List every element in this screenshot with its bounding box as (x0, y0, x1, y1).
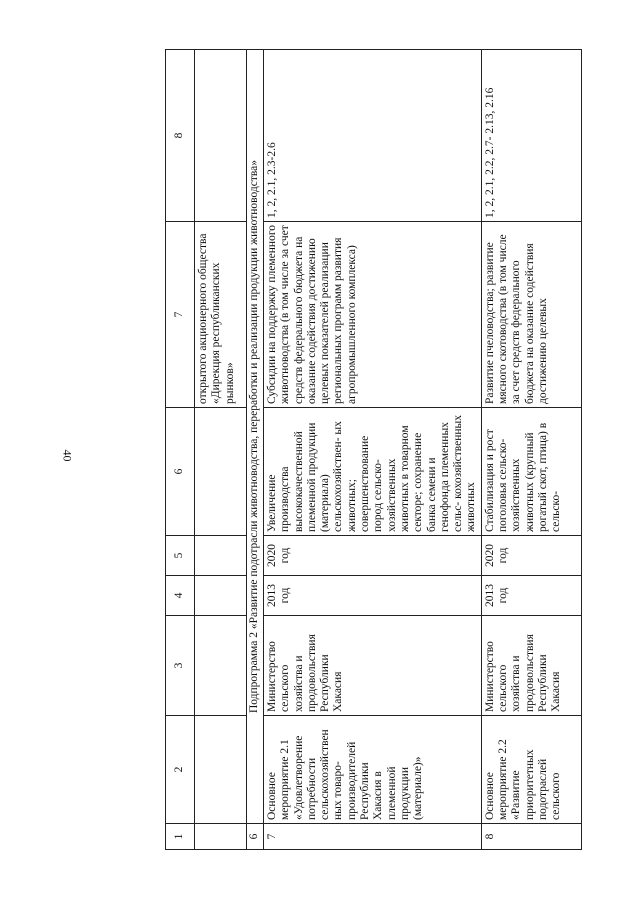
header-cell: 8 (166, 50, 195, 222)
page-number: 40 (60, 449, 75, 462)
table-cell: открытого акционерного общества «Дирекция республиканских рынков» (195, 222, 247, 408)
measure-name: Основное мероприятие 2.2 «Развитие приоритетных подотраслей сельского (481, 716, 581, 824)
section-title: Подпрограмма 2 «Развитие подотрасли животноводства, переработки и реализации продукции животноводства» (247, 50, 264, 824)
start-year: 2013 год (481, 576, 581, 616)
measure-name: Основное мероприятие 2.1 «Удовлетворение потребности сельскохозяйствен ных товаро- производителей Республики Хакасия в племенной продукции (материале)» (264, 716, 482, 824)
indicators: 1, 2, 2.1, 2.2, 2.7- 2.13, 2.16 (481, 50, 581, 222)
header-cell: 6 (166, 408, 195, 536)
table-row (481, 50, 581, 850)
program-link: Развитие пчеловодства; развитие мясного скотоводства (в том числе за счет средств федерального бюджета на оказание содействия достижению целевых (481, 222, 581, 408)
header-row (166, 50, 195, 850)
table-cell (195, 536, 247, 576)
table-cell (195, 576, 247, 616)
start-year: 2013 год (264, 576, 482, 616)
table-row (264, 50, 482, 850)
table-cell (195, 716, 247, 824)
continuation-row (195, 50, 247, 850)
expected-result: Увеличение производства высококачественной племенной продукции (материала) сельскохозяйствен- ых животных; совершенствование пород сельско- хозяйственных животных в товарном секторе; сохранение банка семени и генофонда племенных сельс- кохозяйственных животных (264, 408, 482, 536)
expected-result: Стабилизация и рост поголовья сельско- хозяйственных животных (крупный рогатый скот, птица) в сельско- (481, 408, 581, 536)
header-cell: 1 (166, 824, 195, 850)
header-cell: 5 (166, 536, 195, 576)
table-cell (195, 616, 247, 716)
header-cell: 2 (166, 716, 195, 824)
end-year: 2020 год (481, 536, 581, 576)
end-year: 2020 год (264, 536, 482, 576)
rotated-table-container (165, 50, 590, 850)
program-link: Субсидии на поддержку племенного животноводства (в том числе за счет средств федерального бюджета на оказание содействия достижению целевых показателей реализации региональных программ развития агропромышленного комплекса) (264, 222, 482, 408)
row-number: 8 (481, 824, 581, 850)
section-number: 6 (247, 824, 264, 850)
program-table (165, 49, 582, 850)
executor: Министерство сельского хозяйства и продовольствия Республики Хакасия (481, 616, 581, 716)
section-row (247, 50, 264, 850)
executor: Министерство сельского хозяйства и продовольствия Республики Хакасия (264, 616, 482, 716)
table-cell (195, 408, 247, 536)
header-cell: 7 (166, 222, 195, 408)
row-number: 7 (264, 824, 482, 850)
table-cell (195, 50, 247, 222)
header-cell: 4 (166, 576, 195, 616)
indicators: 1, 2, 2.1, 2.3-2.6 (264, 50, 482, 222)
table-cell (195, 824, 247, 850)
header-cell: 3 (166, 616, 195, 716)
